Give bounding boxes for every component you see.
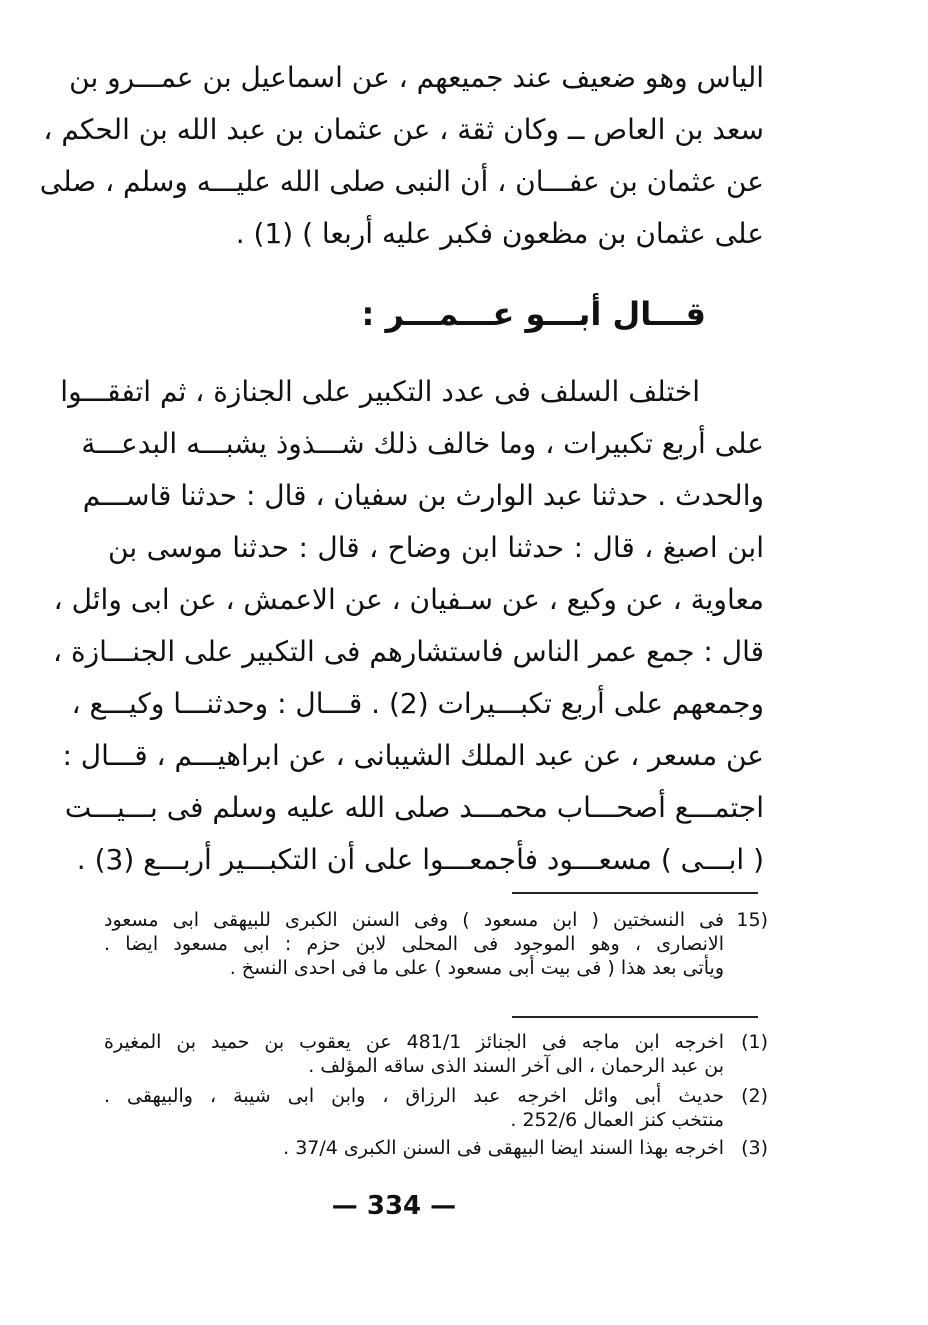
footnote-editorial <box>104 908 768 980</box>
footnote-line: منتخب كنز العمال 252/6 . <box>510 1109 724 1131</box>
footnote-line: الانصارى ، وهو الموجود فى المحلى لابن حزم : ابى مسعود ايضا . <box>104 933 724 955</box>
footnote-line: بن عبد الرحمان ، الى آخر السند الذى ساقه المؤلف . <box>308 1055 724 1077</box>
footnote-line: اخرجه ابن ماجه فى الجنائز 481/1 عن يعقوب بن حميد بن المغيرة <box>104 1031 724 1053</box>
section-heading: قـــال أبـــو عـــمـــر : <box>361 295 706 333</box>
text-line: على أربع تكبيرات ، وما خالف ذلك شـــذوذ يشبـــه البدعـــة <box>81 427 764 460</box>
text-line: ( ابـــى ) مسعـــود فأجمعـــوا على أن التكبـــير أربـــع (3) . <box>76 843 764 876</box>
text-line: معاوية ، عن وكيع ، عن سـفيان ، عن الاعمش ، عن ابى وائل ، <box>53 583 764 616</box>
text-line: سعد بن العاص ــ وكان ثقة ، عن عثمان بن عبد الله بن الحكم ، <box>43 113 764 146</box>
footnote-marker: (3) <box>741 1137 768 1159</box>
page-number: — 334 — <box>331 1191 457 1221</box>
footnote-line: اخرجه بهذا السند ايضا البيهقى فى السنن الكبرى 37/4 . <box>283 1137 724 1159</box>
text-line: وجمعهم على أربع تكبـــيرات (2) . قـــال : وحدثنـــا وكيـــع ، <box>71 687 764 720</box>
footnote-line: فى النسختين ( ابن مسعود ) وفى السنن الكبرى للبيهقى ابى مسعود <box>104 909 724 931</box>
footnote-divider <box>512 1016 758 1018</box>
text-line: عن عثمان بن عفـــان ، أن النبى صلى الله عليـــه وسلم ، صلى <box>39 165 764 198</box>
footnote-1 <box>104 1030 768 1078</box>
paragraph-top <box>39 52 764 260</box>
footnote-marker: (15 <box>736 909 768 931</box>
text-line: اختلف السلف فى عدد التكبير على الجنازة ، ثم اتفقـــوا <box>60 375 700 408</box>
footnote-line: ويأتى بعد هذا ( فى بيت أبى مسعود ) على ما فى احدى النسخ . <box>229 957 724 979</box>
text-line: ابن اصبغ ، قال : حدثنا ابن وضاح ، قال : حدثنا موسى بن <box>108 531 764 564</box>
paragraph-main <box>53 366 764 886</box>
footnote-2 <box>104 1084 768 1132</box>
text-line: على عثمان بن مظعون فكبر عليه أربعا ) (1) . <box>235 217 764 250</box>
text-line: قال : جمع عمر الناس فاستشارهم فى التكبير على الجنـــازة ، <box>53 635 764 668</box>
text-line: عن مسعر ، عن عبد الملك الشيبانى ، عن ابراهيـــم ، قـــال : <box>62 739 764 772</box>
text-line: اجتمـــع أصحـــاب محمـــد صلى الله عليه وسلم فى بـــيـــت <box>64 791 764 824</box>
footnote-marker: (2) <box>741 1085 768 1107</box>
text-line: الياس وهو ضعيف عند جميعهم ، عن اسماعيل بن عمـــرو بن <box>69 61 764 94</box>
footnote-line: حديث أبى وائل اخرجه عبد الرزاق ، وابن ابى شيبة ، والبيهقى . <box>104 1085 724 1107</box>
footnote-divider <box>512 892 758 894</box>
text-line: والحدث . حدثنا عبد الوارث بن سفيان ، قال : حدثنا قاســـم <box>82 479 764 512</box>
footnote-marker: (1) <box>741 1031 768 1053</box>
footnote-3 <box>104 1136 768 1160</box>
